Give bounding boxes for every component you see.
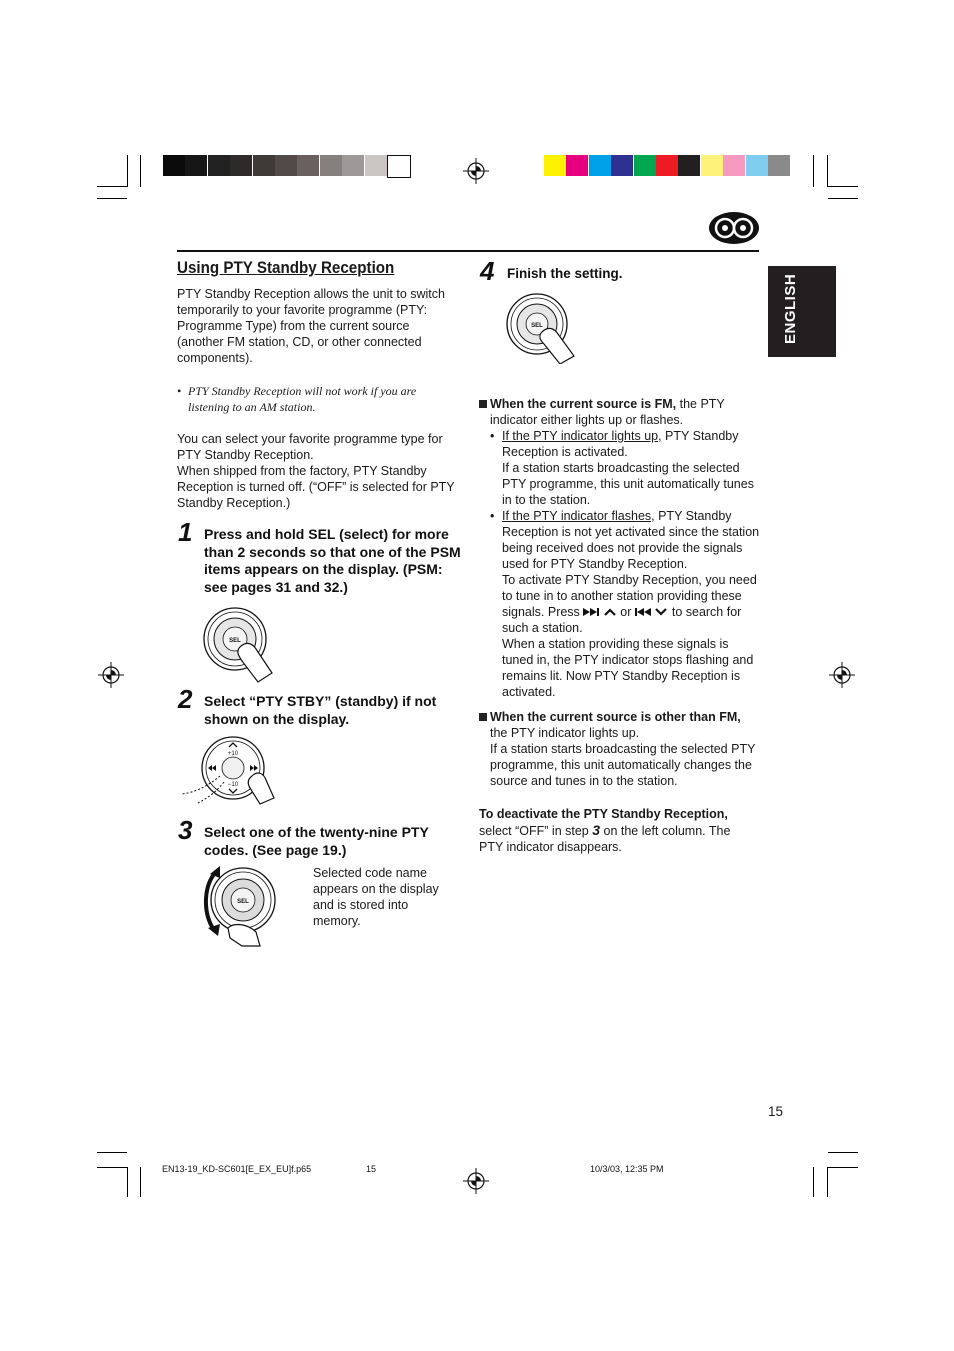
color-swatch bbox=[656, 155, 678, 176]
paragraph-favorite bbox=[177, 431, 457, 511]
step-2-number: 2 bbox=[178, 684, 193, 714]
footer-filename: EN13-19_KD-SC601[E_EX_EU]f.p65 bbox=[162, 1164, 312, 1174]
fm-bullet-2-last: When a station providing these signals is tuned in, the PTY indicator stops flashing and remains lit. Now PTY Standby Reception is activated. bbox=[502, 637, 754, 699]
deactivate-heading: To deactivate the PTY Standby Reception, bbox=[479, 807, 728, 821]
color-swatch bbox=[611, 155, 633, 176]
other-more: If a station starts broadcasting the selected PTY programme, this unit automatically changes the source and tunes in to the station. bbox=[490, 742, 756, 788]
color-swatch bbox=[297, 155, 319, 176]
sel-label: SEL bbox=[229, 638, 241, 644]
rds-logo-icon bbox=[708, 210, 760, 246]
sel-knob-illustration bbox=[502, 292, 582, 364]
fm-bullet-1-text: PTY Standby Reception is activated. bbox=[502, 429, 739, 459]
step-3-number: 3 bbox=[178, 815, 193, 845]
section-title: Using PTY Standby Reception bbox=[177, 259, 395, 277]
fm-bullet-2-text: PTY Standby Reception is not yet activated since the station being received does not provide the signals used for PTY Standby Reception. bbox=[502, 509, 760, 571]
hand-icon bbox=[238, 643, 272, 682]
color-swatch bbox=[678, 155, 700, 176]
intro-paragraph: PTY Standby Reception allows the unit to switch temporarily to your favorite programme (PTY: Programme Type) from the current source (another FM station, CD, or other connected components). bbox=[177, 287, 445, 365]
color-swatch bbox=[544, 155, 566, 176]
fm-bullet-2: • If the PTY indicator flashes, PTY Standby Reception is not yet activated since the station being received does not provide the signals used for PTY Standby Reception. To activate PTY Standby Reception, you need to tune in to another station providing these signals. Press or to search for such a station. When a station providing these signals is tuned in, the PTY indicator stops flashing and remains lit. Now PTY Standby Reception is activated. bbox=[490, 509, 760, 699]
registration-mark-icon bbox=[463, 158, 489, 184]
arrow-knob-illustration bbox=[180, 736, 290, 806]
fm-heading-text: the PTY indicator either lights up or flashes. bbox=[490, 397, 725, 427]
color-swatch bbox=[566, 155, 588, 176]
color-swatch bbox=[253, 155, 275, 176]
fm-bullet-2-condition: If the PTY indicator flashes, bbox=[502, 509, 655, 523]
registration-mark-icon bbox=[98, 662, 124, 688]
header-rule bbox=[177, 250, 759, 252]
step-4-text: Finish the setting. bbox=[507, 266, 623, 281]
paragraph-favorite-a: You can select your favorite programme type for PTY Standby Reception. bbox=[177, 432, 443, 462]
color-swatch bbox=[185, 155, 207, 176]
fm-heading-line bbox=[479, 396, 761, 428]
step-4-number: 4 bbox=[480, 256, 495, 286]
step-1-number: 1 bbox=[178, 517, 193, 547]
paragraph-favorite-b: When shipped from the factory, PTY Standby Reception is turned off. (“OFF” is selected for PTY Standby Reception.) bbox=[177, 464, 455, 510]
deactivate-step-ref: 3 bbox=[592, 822, 601, 838]
square-bullet-icon bbox=[479, 400, 487, 408]
footer-page: 15 bbox=[366, 1164, 377, 1174]
color-swatch bbox=[365, 155, 387, 176]
fm-bullet-1: • If the PTY indicator lights up, PTY Standby Reception is activated. If a station starts broadcasting the selected PTY programme, this unit automatically tunes in to the station. bbox=[479, 428, 761, 508]
sel-knob-illustration bbox=[200, 603, 280, 683]
down-label: −10 bbox=[227, 782, 239, 788]
step-1-text: Press and hold SEL (select) for more than 2 seconds so that one of the PSM items appears on the display. (PSM: see pages 31 and 32.) bbox=[204, 526, 461, 595]
color-swatch bbox=[589, 155, 611, 176]
rotate-knob-illustration bbox=[198, 862, 282, 948]
color-swatch bbox=[768, 155, 790, 176]
deactivate-text-a: select “OFF” in step bbox=[479, 824, 593, 838]
step-3-note: Selected code name appears on the display and is stored into memory. bbox=[313, 866, 439, 928]
color-swatch bbox=[208, 155, 230, 176]
deactivate-text bbox=[479, 822, 749, 855]
fm-heading: When the current source is FM, bbox=[490, 397, 677, 411]
fm-bullet-2-more bbox=[502, 572, 761, 636]
up-label: +10 bbox=[227, 751, 239, 757]
color-swatch bbox=[163, 155, 185, 176]
registration-mark-icon bbox=[829, 662, 855, 688]
step-2-text: Select “PTY STBY” (standby) if not shown on the display. bbox=[204, 693, 437, 727]
square-bullet-icon bbox=[479, 713, 487, 721]
other-source-block bbox=[479, 709, 761, 789]
note: • PTY Standby Reception will not work if you are listening to an AM station. bbox=[177, 383, 447, 415]
fm-bullet-1-condition: If the PTY indicator lights up, bbox=[502, 429, 662, 443]
or-text: or bbox=[620, 605, 632, 619]
note-text: PTY Standby Reception will not work if you are listening to an AM station. bbox=[188, 384, 417, 414]
footer-date: 10/3/03, 12:35 PM bbox=[590, 1164, 664, 1174]
color-swatch bbox=[746, 155, 768, 176]
other-text: the PTY indicator lights up. bbox=[490, 726, 640, 740]
language-tab bbox=[768, 266, 836, 357]
down-chevron-icon bbox=[654, 607, 668, 616]
color-swatch bbox=[387, 155, 411, 178]
sel-label: SEL bbox=[531, 323, 543, 329]
color-swatch bbox=[701, 155, 723, 176]
color-swatch bbox=[320, 155, 342, 176]
language-tab-label: ENGLISH bbox=[782, 273, 799, 344]
sel-label: SEL bbox=[237, 899, 249, 905]
color-swatch bbox=[723, 155, 745, 176]
color-swatch bbox=[342, 155, 364, 176]
step-3-text: Select one of the twenty-nine PTY codes. (See page 19.) bbox=[204, 824, 429, 858]
page-number: 15 bbox=[768, 1104, 784, 1119]
color-swatch bbox=[634, 155, 656, 176]
deactivate-text-b: on the left column. The PTY indicator disappears. bbox=[479, 824, 731, 854]
fm-block bbox=[479, 396, 761, 700]
hand-icon bbox=[248, 773, 274, 804]
prev-track-icon bbox=[635, 604, 651, 620]
fm-bullet-2-instruction: To activate PTY Standby Reception, you need to tune in to another station providing these signals. Press bbox=[502, 573, 757, 619]
color-swatch bbox=[230, 155, 252, 176]
deactivate-block bbox=[479, 806, 749, 855]
fm-bullet-1-more: If a station starts broadcasting the selected PTY programme, this unit automatically tunes in to the station. bbox=[502, 461, 754, 507]
registration-mark-icon bbox=[463, 1168, 489, 1194]
next-track-icon bbox=[583, 604, 599, 620]
color-swatch bbox=[275, 155, 297, 176]
to-search-text: to search for such a station. bbox=[502, 605, 742, 635]
other-heading: When the current source is other than FM, bbox=[490, 710, 741, 724]
up-chevron-icon bbox=[603, 607, 617, 616]
